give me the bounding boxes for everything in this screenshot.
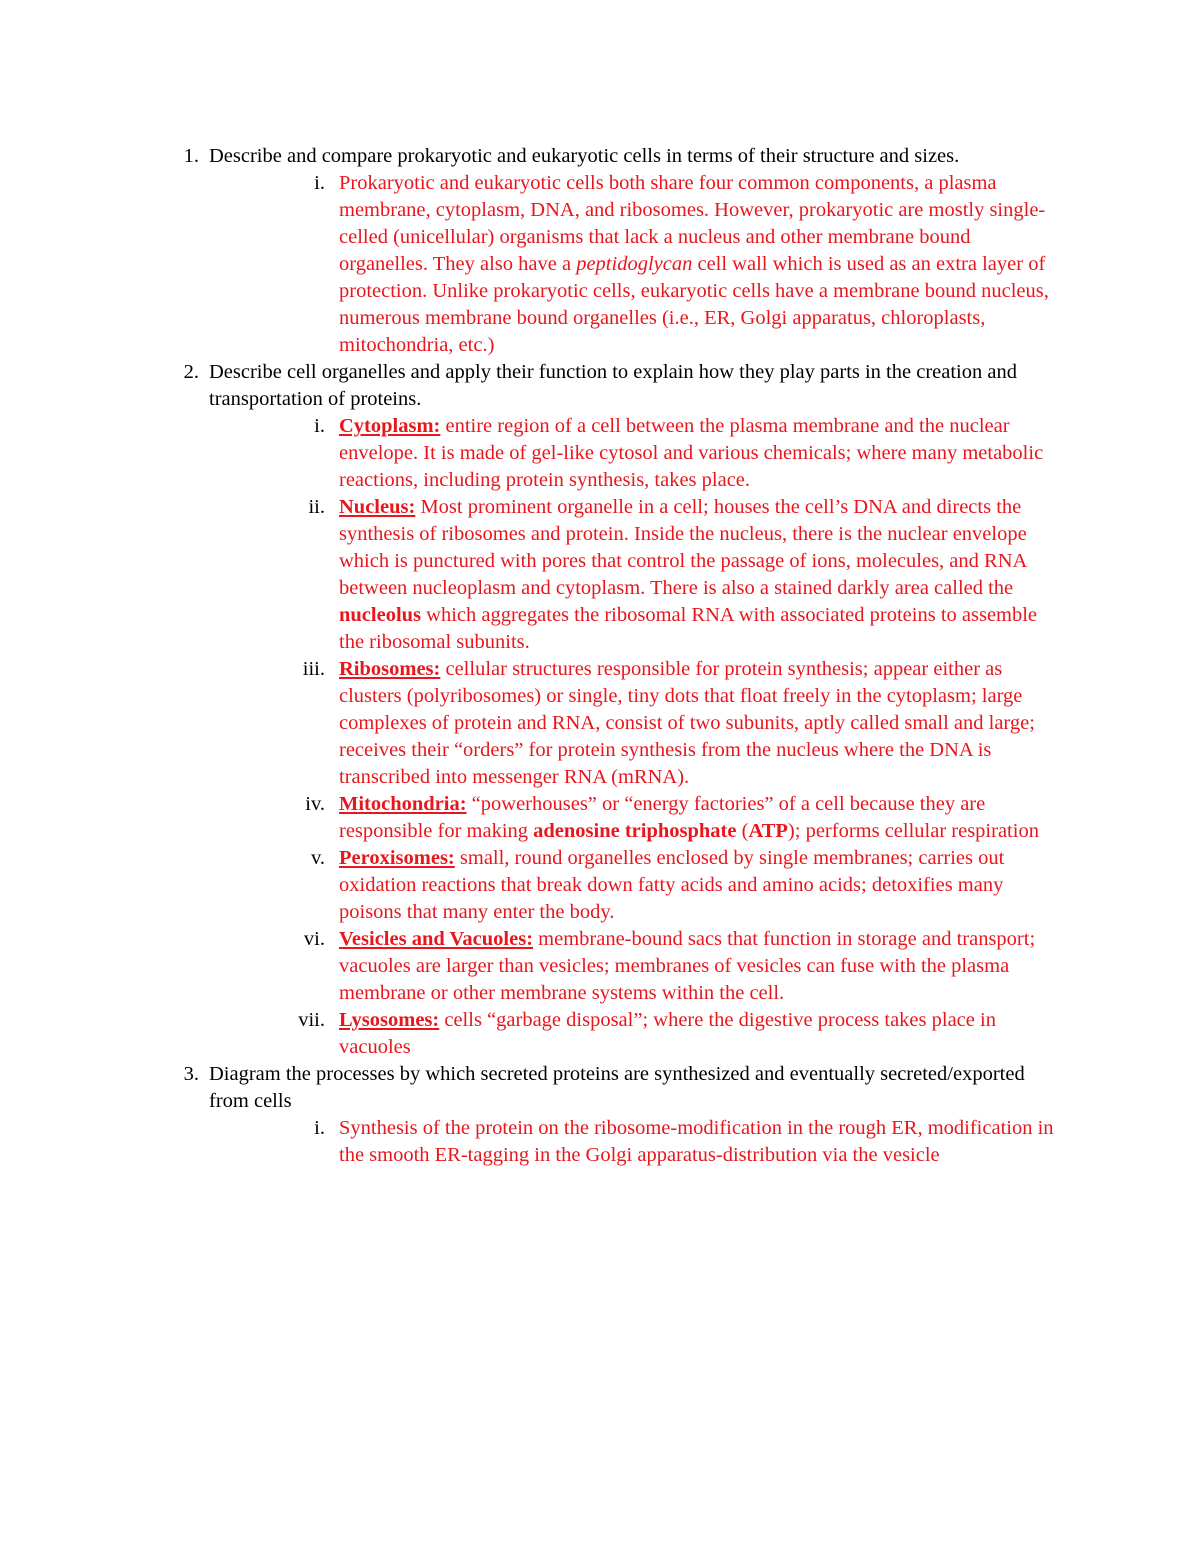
question-text: Describe cell organelles and apply their function to explain how they play parts in the creation and transportation of proteins.	[209, 361, 1017, 410]
answer-text: Peroxisomes: small, round organelles enclosed by single membranes; carries out oxidation reactions that break down fatty acids and amino acids; detoxifies many poisons that many enter the body.	[339, 847, 1005, 923]
question-number: 3.	[183, 1063, 199, 1085]
answer-text: Cytoplasm: entire region of a cell between the plasma membrane and the nuclear envelope. It is made of gel-like cytosol and various chemicals; where many metabolic reactions, including protein synthesis, takes place.	[339, 415, 1044, 491]
answer-number: i.	[314, 1117, 325, 1139]
answer-text: Prokaryotic and eukaryotic cells both share four common components, a plasma membrane, cytoplasm, DNA, and ribosomes. However, prokaryotic are mostly single-celled (unicellular) organisms that lack a nucleus and other membrane bound organelles. They also have a peptidoglycan cell wall which is used as an extra layer of protection. Unlike prokaryotic cells, eukaryotic cells have a membrane bound nucleus, numerous membrane bound organelles (i.e., ER, Golgi apparatus, chloroplasts, mitochondria, etc.)	[339, 172, 1049, 356]
answer-number: iv.	[305, 793, 325, 815]
term-ribosomes: Ribosomes:	[339, 658, 441, 680]
term-nucleus: Nucleus:	[339, 496, 416, 518]
answer-text: Nucleus: Most prominent organelle in a cell; houses the cell’s DNA and directs the synthesis of ribosomes and protein. Inside the nucleus, there is the nuclear envelope which is punctured with pores that control the passage of ions, molecules, and RNA between nucleoplasm and cytoplasm. There is also a stained darkly area called the nucleolus which aggregates the ribosomal RNA with associated proteins to assemble the ribosomal subunits.	[339, 496, 1038, 653]
bold-term: ATP	[748, 820, 788, 842]
answer-number: ii.	[308, 496, 325, 518]
question-1	[0, 143, 1200, 170]
term-lysosomes: Lysosomes:	[339, 1009, 440, 1031]
answer-2-vii	[0, 1007, 1200, 1061]
answer-number: i.	[314, 172, 325, 194]
term-cytoplasm: Cytoplasm:	[339, 415, 441, 437]
term-peroxisomes: Peroxisomes:	[339, 847, 455, 869]
question-number: 1.	[183, 145, 199, 167]
answer-2-iii	[0, 656, 1200, 791]
answer-2-v	[0, 845, 1200, 926]
answer-2-i	[0, 413, 1200, 494]
question-3	[0, 1061, 1200, 1115]
answer-text: Synthesis of the protein on the ribosome-modification in the rough ER, modification in the smooth ER-tagging in the Golgi apparatus-distribution via the vesicle	[339, 1117, 1054, 1166]
question-text: Diagram the processes by which secreted proteins are synthesized and eventually secreted/exported from cells	[209, 1063, 1025, 1112]
answer-text: Lysosomes: cells “garbage disposal”; where the digestive process takes place in vacuoles	[339, 1009, 996, 1058]
answer-number: v.	[310, 847, 325, 869]
answer-3-i	[0, 1115, 1200, 1169]
answer-2-vi	[0, 926, 1200, 1007]
answer-2-ii	[0, 494, 1200, 656]
answer-number: vii.	[298, 1009, 325, 1031]
question-text: Describe and compare prokaryotic and eukaryotic cells in terms of their structure and sizes.	[209, 145, 960, 167]
term-vesicles-vacuoles: Vesicles and Vacuoles:	[339, 928, 534, 950]
bold-term: nucleolus	[339, 604, 422, 626]
document-page	[0, 143, 1200, 1169]
answer-2-iv	[0, 791, 1200, 845]
answer-number: iii.	[302, 658, 325, 680]
answer-text: Ribosomes: cellular structures responsible for protein synthesis; appear either as clusters (polyribosomes) or single, tiny dots that float freely in the cytoplasm; large complexes of protein and RNA, consist of two subunits, aptly called small and large; receives their “orders” for protein synthesis from the nucleus where the DNA is transcribed into messenger RNA (mRNA).	[339, 658, 1035, 788]
question-number: 2.	[183, 361, 199, 383]
answer-text: Vesicles and Vacuoles: membrane-bound sacs that function in storage and transport; vacuoles are larger than vesicles; membranes of vesicles can fuse with the plasma membrane or other membrane systems within the cell.	[339, 928, 1036, 1004]
term-mitochondria: Mitochondria:	[339, 793, 467, 815]
answer-text: Mitochondria: “powerhouses” or “energy factories” of a cell because they are responsible for making adenosine triphosphate (ATP); performs cellular respiration	[339, 793, 1039, 842]
answer-number: i.	[314, 415, 325, 437]
italic-term: peptidoglycan	[576, 253, 693, 275]
answer-number: vi.	[303, 928, 325, 950]
answer-1-i	[0, 170, 1200, 359]
bold-term: adenosine triphosphate	[533, 820, 737, 842]
question-2	[0, 359, 1200, 413]
